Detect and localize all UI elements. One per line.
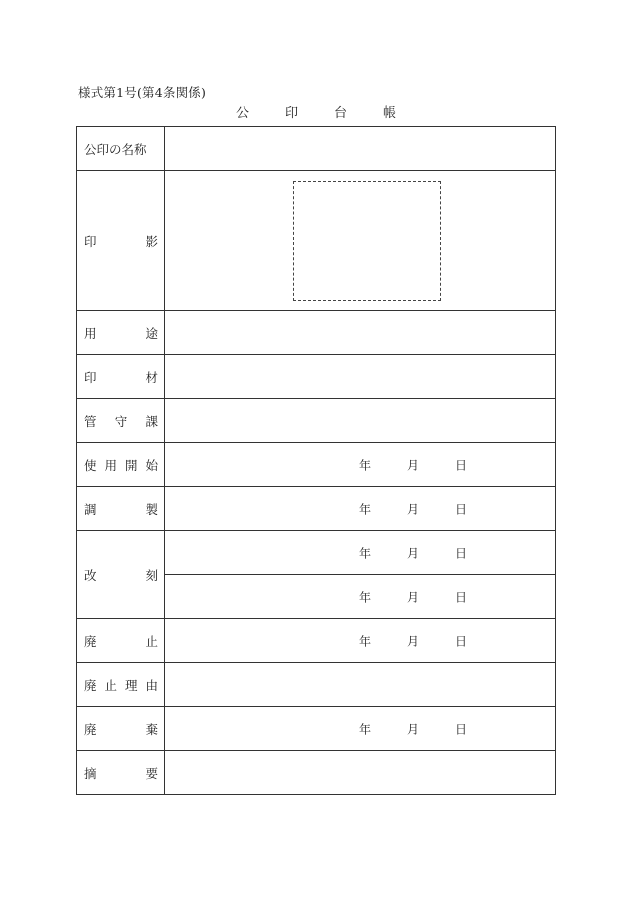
title-char-2: 印 xyxy=(284,106,298,121)
page-title xyxy=(236,102,396,121)
month-unit: 月 xyxy=(407,458,420,472)
year-unit: 年 xyxy=(359,722,372,736)
seal-ledger-table xyxy=(76,126,556,795)
field-material[interactable] xyxy=(165,355,556,399)
row-abolish xyxy=(77,619,556,663)
title-char-3: 台 xyxy=(333,106,347,121)
day-unit: 日 xyxy=(455,722,468,736)
month-unit: 月 xyxy=(407,722,420,736)
year-unit: 年 xyxy=(359,502,372,516)
label-manufacture: 調 製 xyxy=(77,487,165,531)
field-remarks[interactable] xyxy=(165,751,556,795)
field-abolish-date[interactable] xyxy=(165,619,556,663)
day-unit: 日 xyxy=(455,502,468,516)
field-re-engrave-date-1[interactable] xyxy=(165,531,556,575)
field-seal-impression[interactable] xyxy=(165,171,556,311)
row-seal-impression xyxy=(77,171,556,311)
row-purpose xyxy=(77,311,556,355)
day-unit: 日 xyxy=(455,546,468,560)
month-unit: 月 xyxy=(407,502,420,516)
field-disposal-date[interactable] xyxy=(165,707,556,751)
year-unit: 年 xyxy=(359,634,372,648)
field-purpose[interactable] xyxy=(165,311,556,355)
label-purpose: 用 途 xyxy=(77,311,165,355)
label-disposal: 廃 棄 xyxy=(77,707,165,751)
row-disposal xyxy=(77,707,556,751)
label-re-engrave: 改 刻 xyxy=(77,531,165,619)
field-re-engrave-date-2[interactable] xyxy=(165,575,556,619)
row-remarks xyxy=(77,751,556,795)
title-char-1: 公 xyxy=(236,106,250,121)
row-re-engrave-1 xyxy=(77,531,556,575)
form-number: 様式第1号(第4条関係) xyxy=(78,85,207,100)
label-remarks: 摘 要 xyxy=(77,751,165,795)
seal-impression-box xyxy=(293,181,441,301)
field-abolish-reason[interactable] xyxy=(165,663,556,707)
label-custodian: 管 守 課 xyxy=(77,399,165,443)
field-seal-name[interactable] xyxy=(165,127,556,171)
day-unit: 日 xyxy=(455,458,468,472)
label-start-use: 使 用 開 始 xyxy=(77,443,165,487)
label-material: 印 材 xyxy=(77,355,165,399)
day-unit: 日 xyxy=(455,634,468,648)
title-char-4: 帳 xyxy=(382,106,396,121)
month-unit: 月 xyxy=(407,546,420,560)
label-seal-impression: 印 影 xyxy=(77,171,165,311)
month-unit: 月 xyxy=(407,634,420,648)
year-unit: 年 xyxy=(359,546,372,560)
label-abolish-reason: 廃 止 理 由 xyxy=(77,663,165,707)
row-material xyxy=(77,355,556,399)
label-abolish: 廃 止 xyxy=(77,619,165,663)
year-unit: 年 xyxy=(359,458,372,472)
label-text: 公印の名称 xyxy=(84,141,147,157)
day-unit: 日 xyxy=(455,590,468,604)
year-unit: 年 xyxy=(359,590,372,604)
row-seal-name xyxy=(77,127,556,171)
row-manufacture xyxy=(77,487,556,531)
row-start-use xyxy=(77,443,556,487)
row-custodian xyxy=(77,399,556,443)
field-start-use-date[interactable] xyxy=(165,443,556,487)
month-unit: 月 xyxy=(407,590,420,604)
field-custodian[interactable] xyxy=(165,399,556,443)
row-abolish-reason xyxy=(77,663,556,707)
field-manufacture-date[interactable] xyxy=(165,487,556,531)
label-seal-name xyxy=(77,127,165,171)
